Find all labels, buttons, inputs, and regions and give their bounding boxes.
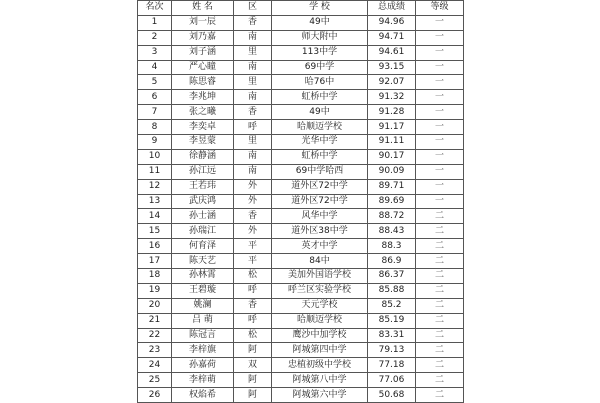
cell-school: 美加外国语学校 <box>272 269 368 284</box>
cell-name: 吕 萌 <box>172 313 234 328</box>
header-rank: 名次 <box>138 1 172 16</box>
table-row <box>138 358 464 373</box>
header-score: 总成绩 <box>368 1 416 16</box>
cell-school: 风华中学 <box>272 209 368 224</box>
cell-district: 里 <box>234 135 272 150</box>
cell-level: 一 <box>416 75 464 90</box>
cell-school: 阿城第四中学 <box>272 343 368 358</box>
cell-score: 93.15 <box>368 60 416 75</box>
table-row <box>138 135 464 150</box>
cell-rank: 25 <box>138 373 172 388</box>
cell-level: 一 <box>416 120 464 135</box>
cell-score: 85.19 <box>368 313 416 328</box>
cell-rank: 22 <box>138 328 172 343</box>
cell-name: 张之曦 <box>172 105 234 120</box>
cell-school: 英才中学 <box>272 239 368 254</box>
cell-rank: 15 <box>138 224 172 239</box>
cell-name: 李奕卓 <box>172 120 234 135</box>
cell-name: 武庆鸿 <box>172 194 234 209</box>
cell-school: 阿城第八中学 <box>272 373 368 388</box>
cell-district: 南 <box>234 164 272 179</box>
cell-name: 王碧璇 <box>172 283 234 298</box>
table-row <box>138 239 464 254</box>
cell-score: 88.3 <box>368 239 416 254</box>
cell-name: 严心瞳 <box>172 60 234 75</box>
cell-school: 鹰沙中加学校 <box>272 328 368 343</box>
cell-name: 陈思睿 <box>172 75 234 90</box>
cell-level: 二 <box>416 328 464 343</box>
cell-score: 79.13 <box>368 343 416 358</box>
cell-name: 李梓旗 <box>172 343 234 358</box>
table-header-row <box>138 1 464 16</box>
cell-name: 李梓萌 <box>172 373 234 388</box>
cell-school: 天元学校 <box>272 298 368 313</box>
cell-district: 香 <box>234 105 272 120</box>
cell-district: 松 <box>234 269 272 284</box>
table-row <box>138 328 464 343</box>
cell-level: 二 <box>416 343 464 358</box>
cell-level: 一 <box>416 30 464 45</box>
cell-school: 光华中学 <box>272 135 368 150</box>
cell-rank: 24 <box>138 358 172 373</box>
cell-level: 二 <box>416 313 464 328</box>
table-row <box>138 149 464 164</box>
cell-district: 香 <box>234 298 272 313</box>
cell-level: 一 <box>416 105 464 120</box>
cell-level: 一 <box>416 179 464 194</box>
cell-rank: 21 <box>138 313 172 328</box>
header-level: 等级 <box>416 1 464 16</box>
cell-score: 50.68 <box>368 388 416 403</box>
table-body <box>138 15 464 402</box>
table-row <box>138 224 464 239</box>
cell-school: 69中学哈西 <box>272 164 368 179</box>
cell-district: 南 <box>234 30 272 45</box>
cell-district: 里 <box>234 45 272 60</box>
table-row <box>138 105 464 120</box>
score-table <box>137 0 464 403</box>
table-row <box>138 164 464 179</box>
cell-level: 二 <box>416 254 464 269</box>
cell-rank: 3 <box>138 45 172 60</box>
cell-level: 二 <box>416 269 464 284</box>
cell-rank: 6 <box>138 90 172 105</box>
cell-school: 道外区72中学 <box>272 179 368 194</box>
cell-rank: 17 <box>138 254 172 269</box>
cell-score: 83.31 <box>368 328 416 343</box>
cell-level: 二 <box>416 298 464 313</box>
cell-rank: 7 <box>138 105 172 120</box>
cell-name: 徐静涵 <box>172 149 234 164</box>
header-name: 姓 名 <box>172 1 234 16</box>
cell-level: 二 <box>416 283 464 298</box>
cell-score: 77.06 <box>368 373 416 388</box>
cell-district: 松 <box>234 328 272 343</box>
cell-score: 94.96 <box>368 15 416 30</box>
cell-school: 呼兰区实验学校 <box>272 283 368 298</box>
cell-school: 忠植初级中学校 <box>272 358 368 373</box>
cell-name: 刘乃嘉 <box>172 30 234 45</box>
cell-name: 刘子涵 <box>172 45 234 60</box>
cell-level: 二 <box>416 224 464 239</box>
header-school: 学 校 <box>272 1 368 16</box>
cell-name: 孙嘉荷 <box>172 358 234 373</box>
cell-district: 阿 <box>234 343 272 358</box>
cell-name: 孙瑞江 <box>172 224 234 239</box>
table-row <box>138 30 464 45</box>
header-district: 区 <box>234 1 272 16</box>
table-row <box>138 45 464 60</box>
cell-name: 权焰希 <box>172 388 234 403</box>
cell-rank: 8 <box>138 120 172 135</box>
cell-name: 姚澜 <box>172 298 234 313</box>
cell-score: 86.9 <box>368 254 416 269</box>
cell-level: 二 <box>416 358 464 373</box>
cell-score: 91.11 <box>368 135 416 150</box>
cell-rank: 16 <box>138 239 172 254</box>
cell-rank: 13 <box>138 194 172 209</box>
cell-district: 呼 <box>234 283 272 298</box>
cell-name: 陈冠言 <box>172 328 234 343</box>
cell-score: 94.71 <box>368 30 416 45</box>
cell-district: 双 <box>234 358 272 373</box>
cell-rank: 2 <box>138 30 172 45</box>
cell-name: 李昱蒙 <box>172 135 234 150</box>
cell-rank: 10 <box>138 149 172 164</box>
table-row <box>138 298 464 313</box>
cell-district: 平 <box>234 254 272 269</box>
cell-rank: 11 <box>138 164 172 179</box>
cell-district: 呼 <box>234 313 272 328</box>
cell-school: 哈76中 <box>272 75 368 90</box>
cell-district: 外 <box>234 194 272 209</box>
table-row <box>138 15 464 30</box>
cell-score: 77.18 <box>368 358 416 373</box>
cell-school: 哈顺迈学校 <box>272 120 368 135</box>
cell-school: 84中 <box>272 254 368 269</box>
cell-district: 外 <box>234 224 272 239</box>
cell-score: 94.61 <box>368 45 416 60</box>
cell-rank: 12 <box>138 179 172 194</box>
cell-score: 91.17 <box>368 120 416 135</box>
cell-district: 呼 <box>234 120 272 135</box>
cell-level: 二 <box>416 239 464 254</box>
cell-name: 李兆坤 <box>172 90 234 105</box>
cell-level: 二 <box>416 388 464 403</box>
cell-level: 一 <box>416 60 464 75</box>
cell-score: 88.43 <box>368 224 416 239</box>
cell-score: 92.07 <box>368 75 416 90</box>
cell-name: 刘一辰 <box>172 15 234 30</box>
cell-district: 南 <box>234 90 272 105</box>
cell-score: 89.71 <box>368 179 416 194</box>
cell-level: 一 <box>416 194 464 209</box>
cell-district: 南 <box>234 60 272 75</box>
cell-district: 外 <box>234 179 272 194</box>
cell-score: 91.28 <box>368 105 416 120</box>
cell-school: 49中 <box>272 105 368 120</box>
cell-district: 香 <box>234 15 272 30</box>
cell-rank: 5 <box>138 75 172 90</box>
table-row <box>138 90 464 105</box>
cell-rank: 18 <box>138 269 172 284</box>
table-row <box>138 60 464 75</box>
cell-score: 86.37 <box>368 269 416 284</box>
cell-name: 孙林霄 <box>172 269 234 284</box>
cell-score: 90.09 <box>368 164 416 179</box>
cell-level: 一 <box>416 164 464 179</box>
table-row <box>138 179 464 194</box>
cell-name: 陈天艺 <box>172 254 234 269</box>
cell-school: 113中学 <box>272 45 368 60</box>
cell-level: 一 <box>416 135 464 150</box>
table-row <box>138 313 464 328</box>
cell-level: 二 <box>416 373 464 388</box>
cell-score: 85.2 <box>368 298 416 313</box>
cell-name: 王若玮 <box>172 179 234 194</box>
cell-school: 虹桥中学 <box>272 149 368 164</box>
table-row <box>138 343 464 358</box>
cell-district: 里 <box>234 75 272 90</box>
cell-rank: 19 <box>138 283 172 298</box>
cell-district: 阿 <box>234 373 272 388</box>
table-row <box>138 283 464 298</box>
cell-rank: 14 <box>138 209 172 224</box>
cell-district: 香 <box>234 209 272 224</box>
cell-school: 道外区72中学 <box>272 194 368 209</box>
cell-school: 虹桥中学 <box>272 90 368 105</box>
cell-score: 88.72 <box>368 209 416 224</box>
table-row <box>138 194 464 209</box>
cell-rank: 9 <box>138 135 172 150</box>
cell-level: 二 <box>416 209 464 224</box>
cell-rank: 23 <box>138 343 172 358</box>
cell-rank: 20 <box>138 298 172 313</box>
cell-rank: 26 <box>138 388 172 403</box>
cell-level: 一 <box>416 90 464 105</box>
cell-school: 哈顺迈学校 <box>272 313 368 328</box>
cell-score: 89.69 <box>368 194 416 209</box>
table-row <box>138 254 464 269</box>
cell-school: 师大附中 <box>272 30 368 45</box>
cell-level: 一 <box>416 15 464 30</box>
table-row <box>138 373 464 388</box>
table-row <box>138 388 464 403</box>
cell-name: 孙士涵 <box>172 209 234 224</box>
cell-school: 49中 <box>272 15 368 30</box>
cell-district: 平 <box>234 239 272 254</box>
cell-score: 85.88 <box>368 283 416 298</box>
cell-score: 91.32 <box>368 90 416 105</box>
cell-school: 69中学 <box>272 60 368 75</box>
table-row <box>138 209 464 224</box>
cell-level: 一 <box>416 45 464 60</box>
cell-name: 孙江远 <box>172 164 234 179</box>
cell-district: 阿 <box>234 388 272 403</box>
table-row <box>138 120 464 135</box>
cell-school: 阿城第六中学 <box>272 388 368 403</box>
cell-name: 何育泽 <box>172 239 234 254</box>
cell-level: 一 <box>416 149 464 164</box>
table-row <box>138 269 464 284</box>
cell-district: 南 <box>234 149 272 164</box>
cell-score: 90.17 <box>368 149 416 164</box>
table-row <box>138 75 464 90</box>
cell-rank: 1 <box>138 15 172 30</box>
cell-school: 道外区38中学 <box>272 224 368 239</box>
cell-rank: 4 <box>138 60 172 75</box>
